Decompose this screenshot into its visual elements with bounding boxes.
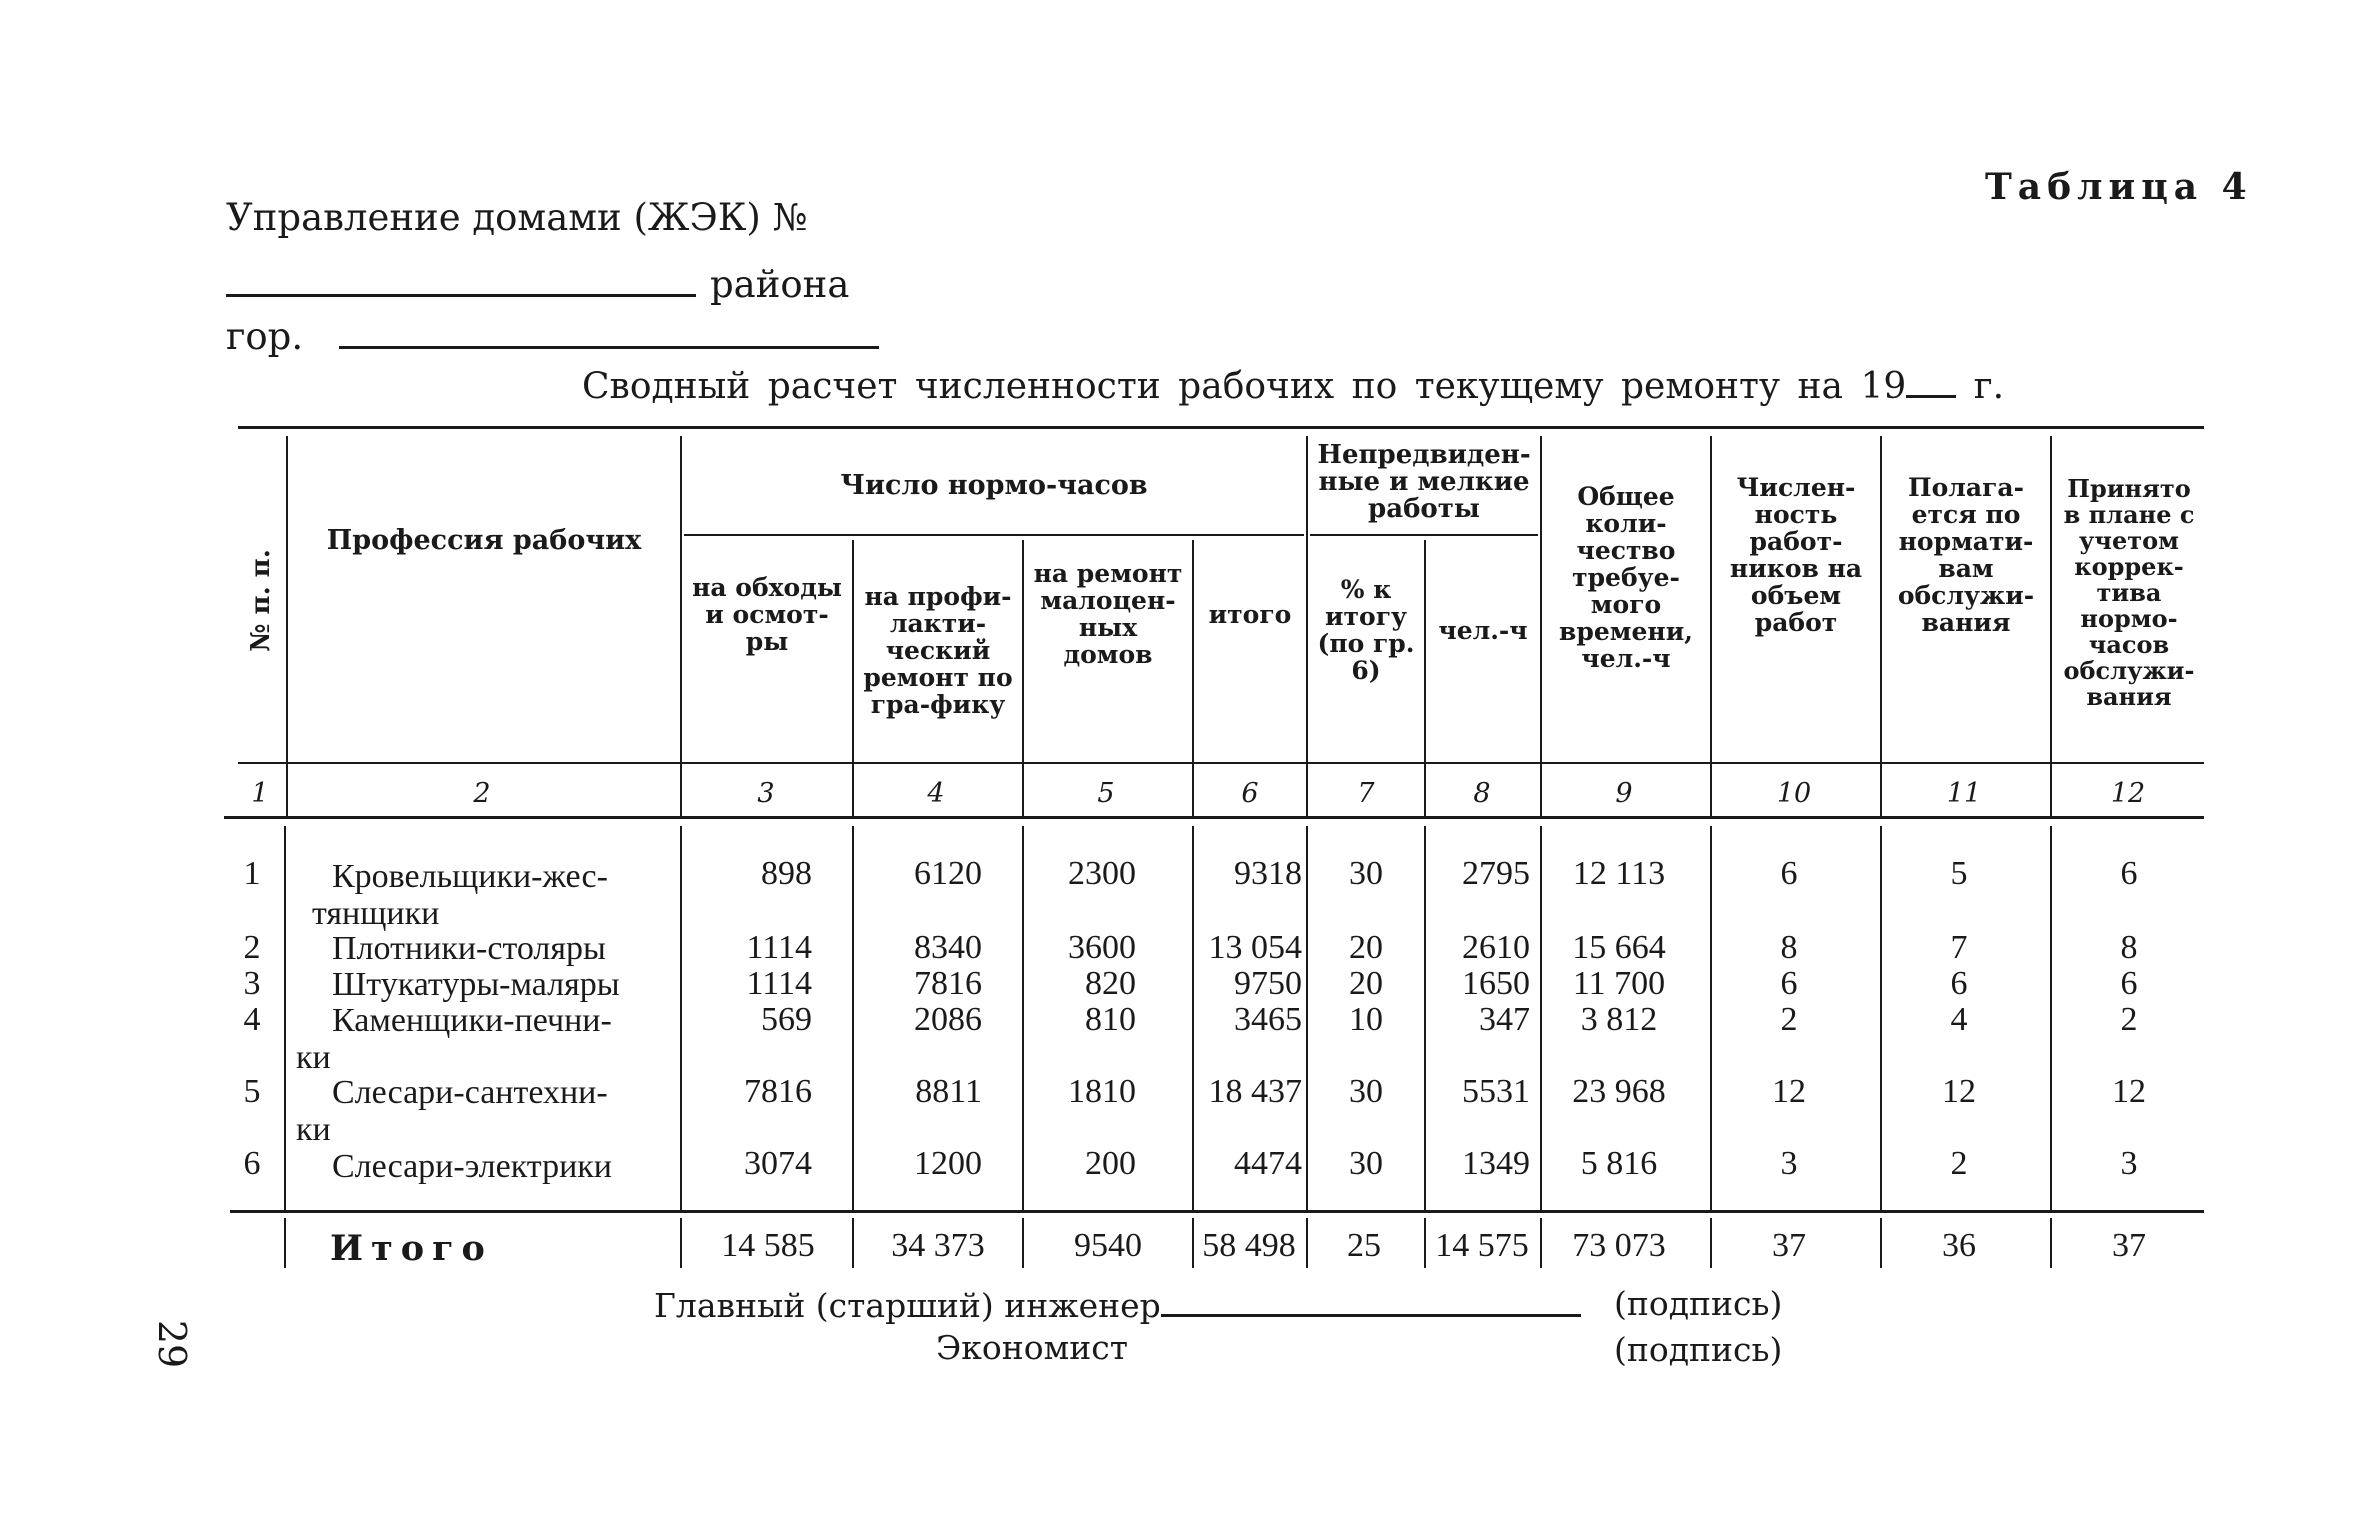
body-vrule-6 xyxy=(1306,826,1308,1210)
body-vrule-5 xyxy=(1192,826,1194,1210)
total-vrule-7 xyxy=(1424,1218,1426,1268)
body-vrule-1 xyxy=(284,826,286,1210)
cell-subtotal: 4474 xyxy=(1234,1145,1302,1182)
cell-inspections: 7816 xyxy=(744,1073,812,1110)
vrule-5 xyxy=(1192,540,1194,816)
header-preventive-text: на профи-лакти-ческий ремонт по гра-фику xyxy=(863,581,1013,719)
cell-low-value: 200 xyxy=(1085,1145,1136,1182)
cell-profession xyxy=(332,1148,692,1185)
cell-norm-workers: 2 xyxy=(1950,1145,1968,1182)
vrule-7 xyxy=(1424,540,1426,816)
vrule-1 xyxy=(286,436,288,816)
cell-low-value: 810 xyxy=(1085,1001,1136,1038)
vrule-3 xyxy=(852,540,854,816)
cell-profession xyxy=(296,1002,692,1076)
total-preventive: 34 373 xyxy=(891,1227,985,1264)
body-bottom-rule xyxy=(230,1210,2204,1213)
cell-num: 5 xyxy=(243,1073,261,1110)
cell-num: 1 xyxy=(243,855,261,892)
body-vrule-9 xyxy=(1710,826,1712,1210)
cell-accepted: 6 xyxy=(2120,855,2138,892)
colnum-7: 7 xyxy=(1357,778,1375,809)
vrule-6 xyxy=(1306,436,1308,816)
signature-economist-note: (подпись) xyxy=(1614,1330,1783,1369)
profession-line-1: Каменщики-печни- xyxy=(332,1002,612,1039)
district-line xyxy=(226,258,849,306)
header-inspections-text: на обходы и осмот-ры xyxy=(692,572,842,656)
cell-preventive: 8340 xyxy=(914,929,982,966)
cell-man-hours: 1349 xyxy=(1462,1145,1530,1182)
header-profession xyxy=(290,440,678,760)
cell-subtotal: 9750 xyxy=(1234,965,1302,1002)
vrule-9 xyxy=(1710,436,1712,816)
cell-preventive: 6120 xyxy=(914,855,982,892)
cell-total-time: 15 664 xyxy=(1572,929,1666,966)
header-inspections xyxy=(684,540,850,760)
cell-inspections: 569 xyxy=(761,1001,812,1038)
cell-norm-workers: 7 xyxy=(1950,929,1968,966)
colnum-6: 6 xyxy=(1241,778,1259,809)
signature-engineer-line xyxy=(654,1284,1581,1325)
total-vrule-8 xyxy=(1540,1218,1542,1268)
profession-line-2: ки xyxy=(296,1111,331,1148)
document-title xyxy=(582,365,2004,407)
profession-line-2: ки xyxy=(296,1039,331,1076)
district-label: района xyxy=(710,263,850,306)
title-text: Сводный расчет численности рабочих по текущему ремонту на 19 xyxy=(582,366,1907,407)
city-blank xyxy=(339,310,879,349)
cell-subtotal: 18 437 xyxy=(1208,1073,1302,1110)
cell-workers: 2 xyxy=(1780,1001,1798,1038)
header-total-time-text: Общее коли-чество требуе-мого времени, чел.-ч xyxy=(1559,481,1693,673)
header-workers-text: Числен-ность работ-ников на объем работ xyxy=(1729,473,1863,637)
cell-percent: 30 xyxy=(1349,1145,1383,1182)
header-norm-hours-text: Число нормо-часов xyxy=(840,469,1148,501)
cell-percent: 20 xyxy=(1349,965,1383,1002)
total-vrule-2 xyxy=(680,1218,682,1268)
cell-low-value: 2300 xyxy=(1068,855,1136,892)
body-vrule-4 xyxy=(1022,826,1024,1210)
colnum-9: 9 xyxy=(1615,778,1633,809)
profession-line-1: Слесари-сантехни- xyxy=(332,1074,608,1111)
header-profession-text: Профессия рабочих xyxy=(326,524,642,556)
total-vrule-9 xyxy=(1710,1218,1712,1268)
engineer-signature-blank xyxy=(1161,1284,1581,1317)
colnum-2: 2 xyxy=(473,778,491,809)
cell-norm-workers: 6 xyxy=(1950,965,1968,1002)
colnum-5: 5 xyxy=(1097,778,1115,809)
cell-accepted: 2 xyxy=(2120,1001,2138,1038)
header-preventive xyxy=(856,540,1020,760)
cell-percent: 10 xyxy=(1349,1001,1383,1038)
table-top-rule xyxy=(238,426,2204,429)
colnum-11: 11 xyxy=(1946,778,1982,809)
management-line xyxy=(226,196,808,239)
total-percent: 25 xyxy=(1347,1227,1381,1264)
total-vrule-11 xyxy=(2050,1218,2052,1268)
unforeseen-group-rule xyxy=(1310,534,1538,536)
page-number: 29 xyxy=(150,1319,195,1369)
colnum-bottom-rule xyxy=(224,816,2204,819)
cell-norm-workers: 12 xyxy=(1942,1073,1976,1110)
total-label: Итого xyxy=(330,1228,493,1269)
vrule-8 xyxy=(1540,436,1542,816)
cell-inspections: 3074 xyxy=(744,1145,812,1182)
signature-engineer-note: (подпись) xyxy=(1614,1284,1783,1323)
header-unforeseen-text: Непредвиден-ные и мелкие работы xyxy=(1317,439,1531,524)
header-norm-hours xyxy=(684,440,1304,530)
cell-percent: 20 xyxy=(1349,929,1383,966)
vrule-11 xyxy=(2050,436,2052,816)
header-percent-text: % к итогу (по гр. 6) xyxy=(1317,575,1415,685)
cell-subtotal: 13 054 xyxy=(1208,929,1302,966)
header-total-time xyxy=(1544,440,1708,760)
header-percent xyxy=(1310,540,1422,760)
profession-line-1: Кровельщики-жес- xyxy=(332,858,608,895)
body-vrule-3 xyxy=(852,826,854,1210)
cell-man-hours: 1650 xyxy=(1462,965,1530,1002)
signature-economist-line xyxy=(936,1328,1128,1367)
cell-percent: 30 xyxy=(1349,855,1383,892)
cell-num: 6 xyxy=(243,1145,261,1182)
header-man-hours xyxy=(1428,540,1538,760)
header-accepted xyxy=(2054,440,2204,760)
body-vrule-10 xyxy=(1880,826,1882,1210)
cell-num: 4 xyxy=(243,1001,261,1038)
total-vrule-4 xyxy=(1022,1218,1024,1268)
year-blank xyxy=(1906,365,1956,398)
header-man-hours-text: чел.-ч xyxy=(1438,615,1528,645)
engineer-label: Главный (старший) инженер xyxy=(654,1286,1161,1325)
norm-group-rule xyxy=(684,534,1304,536)
cell-num: 2 xyxy=(243,929,261,966)
cell-inspections: 1114 xyxy=(746,929,812,966)
cell-low-value: 1810 xyxy=(1068,1073,1136,1110)
header-subtotal-text: итого xyxy=(1208,599,1292,629)
cell-workers: 12 xyxy=(1772,1073,1806,1110)
header-low-value xyxy=(1026,540,1190,760)
total-subtotal: 58 498 xyxy=(1202,1227,1296,1264)
vrule-2 xyxy=(680,436,682,816)
total-inspections: 14 585 xyxy=(721,1227,815,1264)
economist-label: Экономист xyxy=(936,1328,1129,1367)
header-norm-workers-text: Полага-ется по нормати-вам обслужи-вания xyxy=(1897,473,2035,637)
cell-low-value: 820 xyxy=(1085,965,1136,1002)
cell-total-time: 5 816 xyxy=(1580,1145,1658,1182)
cell-low-value: 3600 xyxy=(1068,929,1136,966)
header-num xyxy=(238,440,284,760)
total-total-time: 73 073 xyxy=(1572,1227,1666,1264)
cell-accepted: 12 xyxy=(2112,1073,2146,1110)
profession-line-1: Слесари-электрики xyxy=(332,1148,612,1185)
cell-norm-workers: 4 xyxy=(1950,1001,1968,1038)
cell-profession xyxy=(332,966,692,1003)
cell-subtotal: 3465 xyxy=(1234,1001,1302,1038)
cell-workers: 8 xyxy=(1780,929,1798,966)
profession-line-2: тянщики xyxy=(312,895,440,932)
header-unforeseen xyxy=(1310,432,1538,532)
cell-man-hours: 2795 xyxy=(1462,855,1530,892)
colnum-1: 1 xyxy=(251,778,269,809)
cell-total-time: 11 700 xyxy=(1572,965,1666,1002)
cell-man-hours: 347 xyxy=(1479,1001,1530,1038)
title-end: г. xyxy=(1973,366,2005,407)
header-norm-workers xyxy=(1884,440,2048,760)
cell-workers: 6 xyxy=(1780,965,1798,1002)
cell-man-hours: 5531 xyxy=(1462,1073,1530,1110)
cell-workers: 6 xyxy=(1780,855,1798,892)
body-vrule-8 xyxy=(1540,826,1542,1210)
cell-man-hours: 2610 xyxy=(1462,929,1530,966)
total-low-value: 9540 xyxy=(1074,1227,1142,1264)
cell-profession xyxy=(312,858,692,932)
colnum-12: 12 xyxy=(2110,778,2146,809)
district-blank xyxy=(226,258,696,297)
table-label: Таблица 4 xyxy=(1985,166,2253,208)
body-vrule-11 xyxy=(2050,826,2052,1210)
cell-preventive: 1200 xyxy=(914,1145,982,1182)
profession-line-1: Штукатуры-маляры xyxy=(332,966,620,1003)
cell-total-time: 23 968 xyxy=(1572,1073,1666,1110)
cell-percent: 30 xyxy=(1349,1073,1383,1110)
header-bottom-rule xyxy=(238,762,2204,764)
cell-subtotal: 9318 xyxy=(1234,855,1302,892)
city-line xyxy=(226,310,879,358)
total-vrule-5 xyxy=(1192,1218,1194,1268)
cell-total-time: 3 812 xyxy=(1580,1001,1658,1038)
cell-inspections: 898 xyxy=(761,855,812,892)
cell-accepted: 3 xyxy=(2120,1145,2138,1182)
cell-num: 3 xyxy=(243,965,261,1002)
body-vrule-7 xyxy=(1424,826,1426,1210)
management-label: Управление домами (ЖЭК) № xyxy=(226,196,808,239)
colnum-4: 4 xyxy=(927,778,945,809)
total-vrule-10 xyxy=(1880,1218,1882,1268)
cell-inspections: 1114 xyxy=(746,965,812,1002)
total-vrule-6 xyxy=(1306,1218,1308,1268)
cell-preventive: 7816 xyxy=(914,965,982,1002)
total-vrule-1 xyxy=(284,1218,286,1268)
header-subtotal xyxy=(1196,540,1304,760)
colnum-10: 10 xyxy=(1776,778,1812,809)
vrule-4 xyxy=(1022,540,1024,816)
total-man-hours: 14 575 xyxy=(1435,1227,1529,1264)
cell-preventive: 2086 xyxy=(914,1001,982,1038)
vrule-10 xyxy=(1880,436,1882,816)
total-workers: 37 xyxy=(1772,1227,1806,1264)
cell-workers: 3 xyxy=(1780,1145,1798,1182)
total-accepted: 37 xyxy=(2112,1227,2146,1264)
header-workers xyxy=(1714,440,1878,760)
cell-total-time: 12 113 xyxy=(1572,855,1666,892)
cell-accepted: 8 xyxy=(2120,929,2138,966)
cell-accepted: 6 xyxy=(2120,965,2138,1002)
header-low-value-text: на ремонт малоцен-ных домов xyxy=(1033,559,1183,669)
colnum-3: 3 xyxy=(757,778,775,809)
city-label: гор. xyxy=(226,315,304,358)
cell-preventive: 8811 xyxy=(915,1073,982,1110)
header-num-text: № п. п. xyxy=(245,548,276,652)
header-accepted-text: Принято в плане с учетом коррек-тива нормо-часов обслужи-вания xyxy=(2063,474,2195,711)
cell-profession xyxy=(296,1074,692,1148)
total-vrule-3 xyxy=(852,1218,854,1268)
total-norm-workers: 36 xyxy=(1942,1227,1976,1264)
colnum-8: 8 xyxy=(1473,778,1491,809)
cell-norm-workers: 5 xyxy=(1950,855,1968,892)
profession-line-1: Плотники-столяры xyxy=(332,930,606,967)
cell-profession xyxy=(332,930,692,967)
